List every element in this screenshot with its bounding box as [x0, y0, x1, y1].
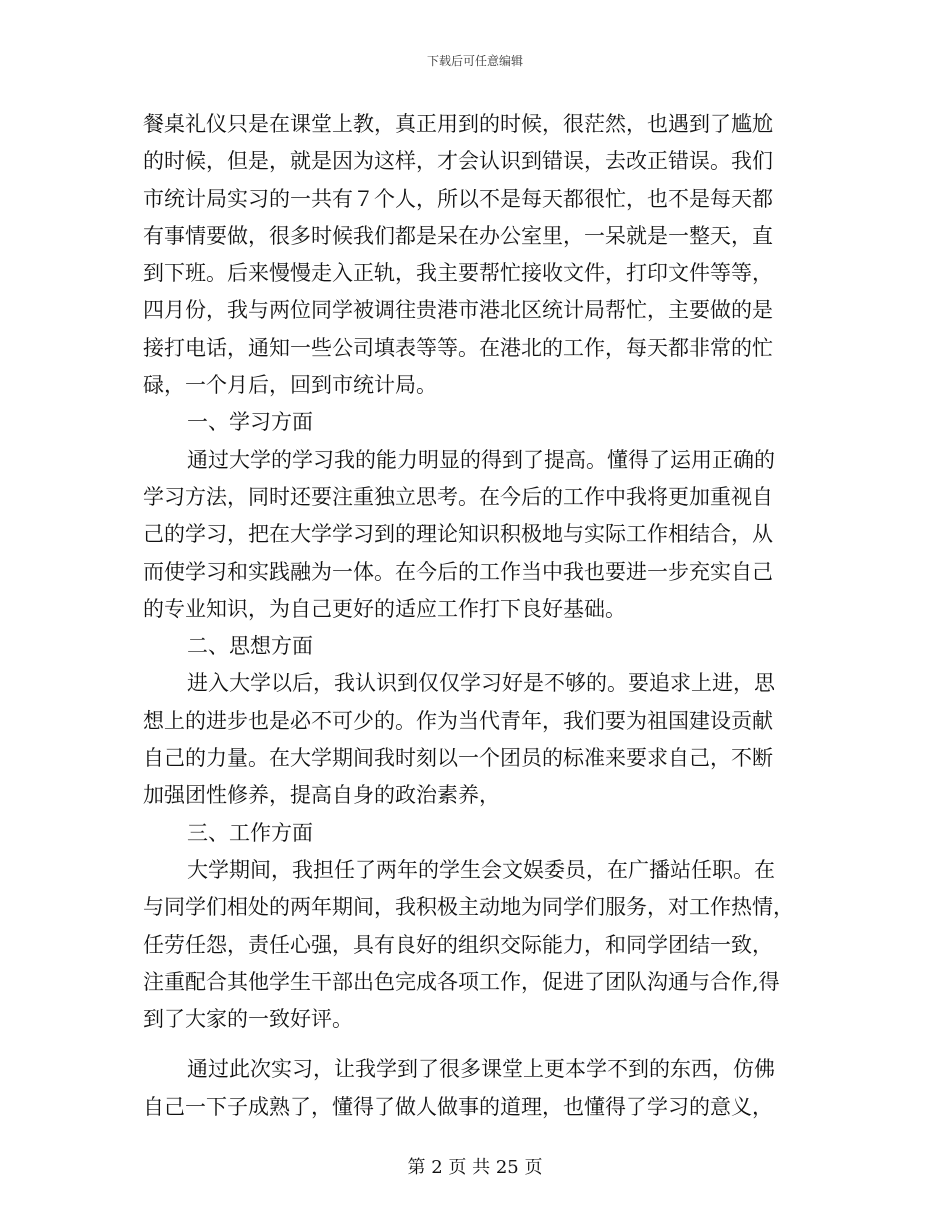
body-line: 自己一下子成熟了，懂得了做人做事的道理，也懂得了学习的意义， [143, 1094, 773, 1119]
body-line: 四月份，我与两位同学被调往贵港市港北区统计局帮忙，主要做的是 [143, 298, 773, 323]
body-line: 任劳任怨，责任心强，具有良好的组织交际能力，和同学团结一致， [143, 932, 773, 957]
body-line: 的时候，但是，就是因为这样，才会认识到错误，去改正错误。我们 [143, 149, 773, 174]
body-line: 的专业知识，为自己更好的适应工作打下良好基础。 [143, 596, 626, 621]
body-line: 碌，一个月后，回到市统计局。 [143, 373, 437, 398]
section-heading-thought: 二、思想方面 [187, 634, 313, 659]
body-line: 有事情要做，很多时候我们都是呆在办公室里，一呆就是一整天，直 [143, 223, 773, 248]
document-body [143, 106, 803, 1126]
body-line: 接打电话，通知一些公司填表等等。在港北的工作，每天都非常的忙 [143, 335, 773, 360]
section-heading-work: 三、工作方面 [187, 820, 313, 845]
body-line: 餐桌礼仪只是在课堂上教，真正用到的时候，很茫然，也遇到了尴尬 [143, 112, 773, 136]
body-line: 通过大学的学习我的能力明显的得到了提高。懂得了运用正确的 [187, 447, 775, 472]
body-line: 而使学习和实践融为一体。在今后的工作当中我也要进一步充实自己 [143, 559, 773, 584]
paragraph-gap [143, 1038, 803, 1051]
body-line: 想上的进步也是必不可少的。作为当代青年，我们要为祖国建设贡献 [143, 708, 773, 733]
body-line: 加强团性修养，提高自身的政治素养， [143, 783, 500, 808]
body-line: 进入大学以后，我认识到仅仅学习好是不够的。要追求上进，思 [187, 671, 775, 696]
section-heading-study: 一、学习方面 [187, 410, 313, 435]
page-number-footer: 第 2 页 共 25 页 [407, 1157, 543, 1178]
body-line: 通过此次实习，让我学到了很多课堂上更本学不到的东西，仿佛 [187, 1057, 775, 1082]
body-line: 到下班。后来慢慢走入正轨，我主要帮忙接收文件，打印文件等等， [143, 261, 773, 286]
body-line: 己的学习，把在大学学习到的理论知识积极地与实际工作相结合，从 [143, 522, 773, 547]
body-line: 学习方法，同时还要注重独立思考。在今后的工作中我将更加重视自 [143, 484, 773, 509]
body-line: 市统计局实习的一共有７个人，所以不是每天都很忙，也不是每天都 [143, 186, 773, 211]
body-line: 注重配合其他学生干部出色完成各项工作，促进了团队沟通与合作,得 [143, 969, 780, 994]
body-line: 大学期间，我担任了两年的学生会文娱委员，在广播站任职。在 [187, 857, 775, 882]
page-header: 下载后可任意编辑 [426, 54, 523, 68]
body-line: 自己的力量。在大学期间我时刻以一个团员的标准来要求自己，不断 [143, 746, 773, 771]
body-line: 到了大家的一致好评。 [143, 1007, 353, 1032]
body-line: 与同学们相处的两年期间，我积极主动地为同学们服务，对工作热情， [143, 895, 794, 920]
